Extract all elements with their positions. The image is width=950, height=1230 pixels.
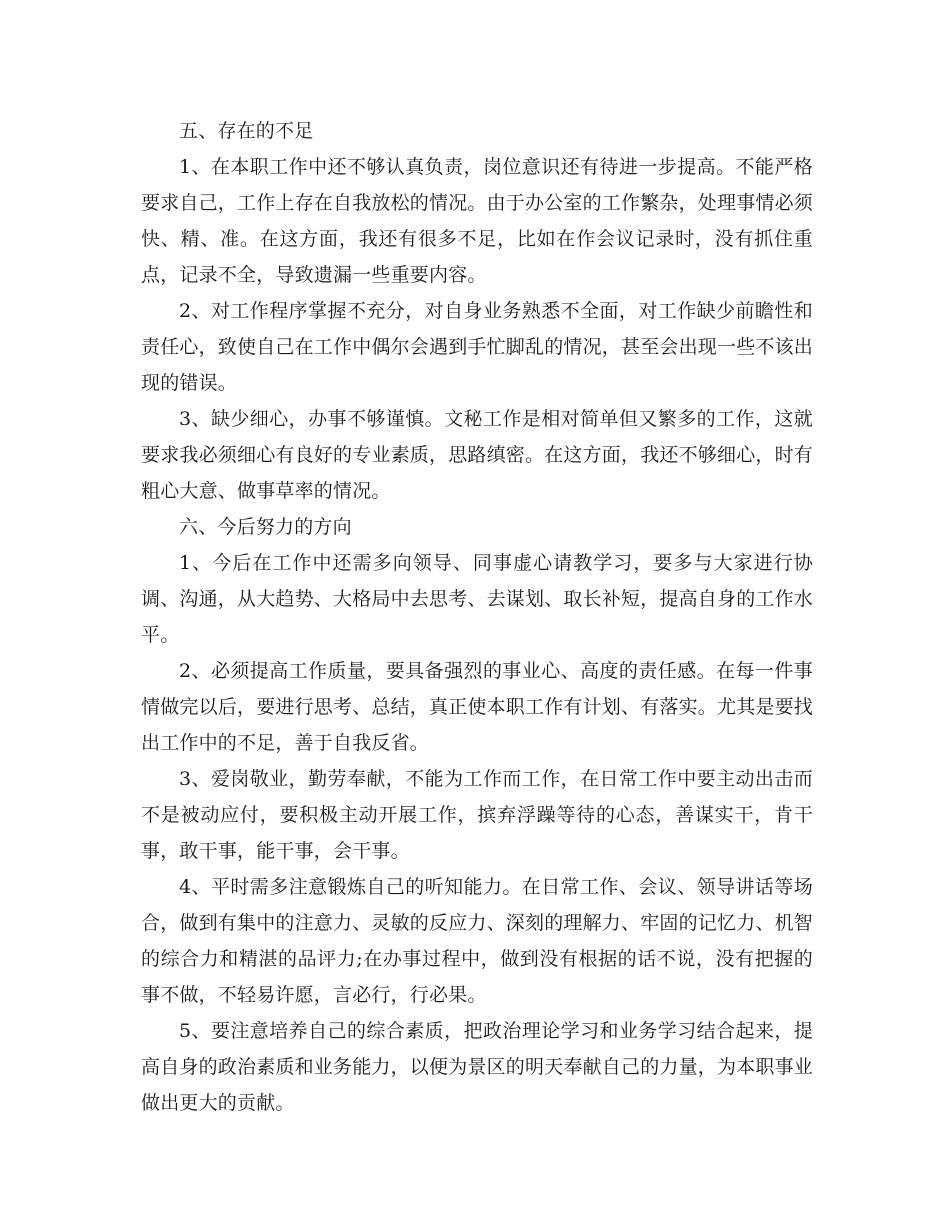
direction-item-3: 3、爱岗敬业，勤劳奉献，不能为工作而工作，在日常工作中要主动出击而不是被动应付，要积极主动开展工作，摈弃浮躁等待的心态，善谋实干，肯干事，敢干事，能干事，会干事。 — [141, 768, 813, 862]
shortcoming-item-2: 2、对工作程序掌握不充分，对自身业务熟悉不全面，对工作缺少前瞻性和责任心，致使自己在工作中偶尔会遇到手忙脚乱的情况，甚至会出现一些不该出现的错误。 — [141, 300, 814, 394]
direction-item-4: 4、平时需多注意锻炼自己的听知能力。在日常工作、会议、领导讲话等场合，做到有集中的注意力、灵敏的反应力、深刻的理解力、牢固的记忆力、机智的综合力和精湛的品评力;在办事过程中，做到没有根据的话不说，没有把握的事不做，不轻易许愿，言必行，行必果。 — [141, 876, 814, 1006]
section-heading-future-direction: 六、今后努力的方向 — [179, 516, 352, 538]
direction-item-1: 1、今后在工作中还需多向领导、同事虚心请教学习，要多与大家进行协调、沟通，从大趋势、大格局中去思考、去谋划、取长补短，提高自身的工作水平。 — [141, 552, 814, 646]
section-heading-shortcomings: 五、存在的不足 — [179, 120, 314, 142]
shortcoming-item-3: 3、缺少细心，办事不够谨慎。文秘工作是相对简单但又繁多的工作，这就要求我必须细心有良好的专业素质，思路缜密。在这方面，我还不够细心，时有粗心大意、做事草率的情况。 — [141, 408, 814, 502]
document-page — [141, 113, 813, 1121]
shortcoming-item-1: 1、在本职工作中还不够认真负责，岗位意识还有待进一步提高。不能严格要求自己，工作上存在自我放松的情况。由于办公室的工作繁杂，处理事情必须快、精、准。在这方面，我还有很多不足，比如在作会议记录时，没有抓住重点，记录不全，导致遗漏一些重要内容。 — [141, 156, 814, 286]
direction-item-2: 2、必须提高工作质量，要具备强烈的事业心、高度的责任感。在每一件事情做完以后，要进行思考、总结，真正使本职工作有计划、有落实。尤其是要找出工作中的不足，善于自我反省。 — [141, 660, 814, 754]
direction-item-5: 5、要注意培养自己的综合素质，把政治理论学习和业务学习结合起来，提高自身的政治素质和业务能力，以便为景区的明天奉献自己的力量，为本职事业做出更大的贡献。 — [141, 1020, 814, 1114]
